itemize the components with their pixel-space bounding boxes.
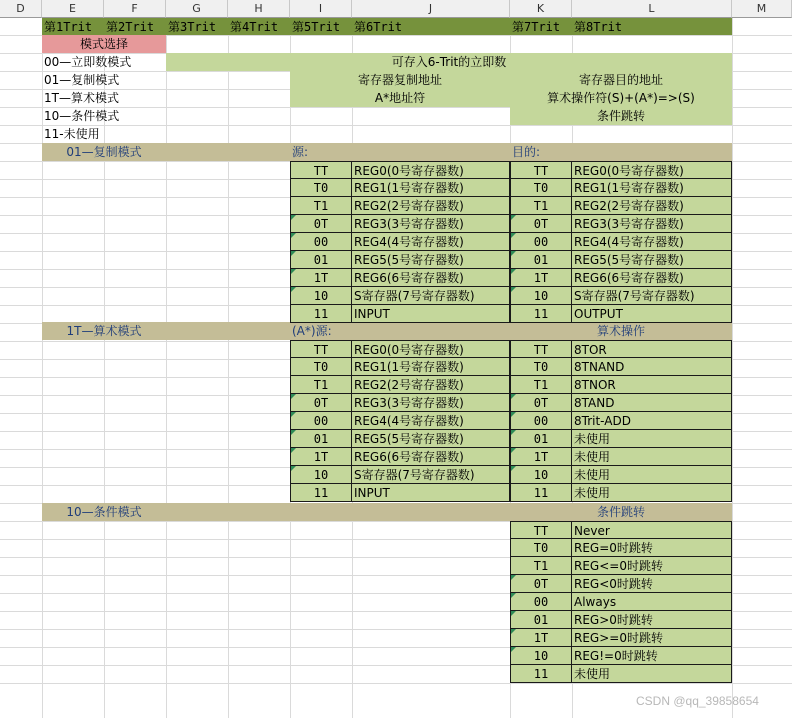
cond-desc-cell[interactable]: 条件跳转 <box>510 107 732 125</box>
copy-src-code-cell[interactable]: T1 <box>290 197 352 215</box>
copy-dst-label[interactable]: 目的: <box>512 145 541 159</box>
arith-op-value-cell[interactable]: 8TNAND <box>572 358 732 376</box>
watermark: CSDN @qq_39858654 <box>636 694 759 708</box>
arith-src-value-cell[interactable]: REG6(6号寄存器数) <box>352 448 510 466</box>
arith-src-code-cell[interactable]: 0T <box>290 394 352 412</box>
copy-src-value-cell[interactable]: REG3(3号寄存器数) <box>352 215 510 233</box>
arith-src-label[interactable]: (A*)源: <box>292 324 332 338</box>
arith-op-code-cell[interactable]: 01 <box>510 430 572 448</box>
copy-dst-code-cell[interactable]: T0 <box>510 179 572 197</box>
cond-op-code-cell[interactable]: T1 <box>510 557 572 575</box>
cond-op-code-cell[interactable]: TT <box>510 521 572 539</box>
copy-src-value-cell[interactable]: REG4(4号寄存器数) <box>352 233 510 251</box>
arith-src-code-cell[interactable]: 11 <box>290 484 352 502</box>
copy-src-value-cell[interactable]: REG2(2号寄存器数) <box>352 197 510 215</box>
copy-dst-code-cell[interactable]: 11 <box>510 305 572 323</box>
trit-header-8[interactable]: 第8Trit <box>574 20 623 34</box>
cond-op-code-cell[interactable]: 01 <box>510 611 572 629</box>
cond-op-code-cell[interactable]: T0 <box>510 539 572 557</box>
mode-row-copy[interactable]: 01—复制模式 <box>44 73 120 87</box>
column-header-d[interactable]: D <box>0 0 42 18</box>
copy-src-code-cell[interactable]: 0T <box>290 215 352 233</box>
trit-header-6[interactable]: 第6Trit <box>354 20 403 34</box>
column-header-i[interactable]: I <box>290 0 352 18</box>
copy-src-label[interactable]: 源: <box>292 145 309 159</box>
copy-dst-value-cell[interactable]: REG5(5号寄存器数) <box>572 251 732 269</box>
copy-dst-value-cell[interactable]: REG4(4号寄存器数) <box>572 233 732 251</box>
copy-src-code-cell[interactable]: T0 <box>290 179 352 197</box>
cond-op-value-cell[interactable]: REG>0时跳转 <box>572 611 732 629</box>
column-header-j[interactable]: J <box>352 0 510 18</box>
mode-row-unused[interactable]: 11-未使用 <box>44 127 100 141</box>
arith-op-code-cell[interactable]: 10 <box>510 466 572 484</box>
arith-op-code-cell[interactable]: T1 <box>510 376 572 394</box>
arith-src-value-cell[interactable]: REG2(2号寄存器数) <box>352 376 510 394</box>
trit-header-2[interactable]: 第2Trit <box>106 20 155 34</box>
arith-op-value-cell[interactable]: 未使用 <box>572 448 732 466</box>
arith-src-value-cell[interactable]: REG4(4号寄存器数) <box>352 412 510 430</box>
copy-dst-desc-cell[interactable]: 寄存器目的地址 <box>510 71 732 89</box>
copy-src-code-cell[interactable]: 1T <box>290 269 352 287</box>
cond-op-value-cell[interactable]: REG=0时跳转 <box>572 539 732 557</box>
arith-src-code-cell[interactable]: 01 <box>290 430 352 448</box>
arith-src-code-cell[interactable]: 1T <box>290 448 352 466</box>
arith-src-value-cell[interactable]: REG5(5号寄存器数) <box>352 430 510 448</box>
copy-dst-code-cell[interactable]: 10 <box>510 287 572 305</box>
arith-op-code-cell[interactable]: 1T <box>510 448 572 466</box>
cond-op-value-cell[interactable]: REG<=0时跳转 <box>572 557 732 575</box>
arith-src-value-cell[interactable]: REG3(3号寄存器数) <box>352 394 510 412</box>
arith-src-code-cell[interactable]: T0 <box>290 358 352 376</box>
arith-op-value-cell[interactable]: 8TNOR <box>572 376 732 394</box>
trit-header-7[interactable]: 第7Trit <box>512 20 561 34</box>
column-header-k[interactable]: K <box>510 0 572 18</box>
arith-op-desc-cell[interactable]: 算术操作符(S)+(A*)=>(S) <box>510 89 732 107</box>
copy-src-value-cell[interactable]: REG1(1号寄存器数) <box>352 179 510 197</box>
arith-src-value-cell[interactable]: S寄存器(7号寄存器数) <box>352 466 510 484</box>
arith-src-value-cell[interactable]: REG0(0号寄存器数) <box>352 340 510 358</box>
copy-src-code-cell[interactable]: 11 <box>290 305 352 323</box>
arith-src-desc-cell[interactable]: A*地址符 <box>290 89 510 107</box>
copy-dst-code-cell[interactable]: 00 <box>510 233 572 251</box>
mode-row-arith[interactable]: 1T—算术模式 <box>44 91 119 105</box>
cond-op-value-cell[interactable]: Never <box>572 521 732 539</box>
copy-dst-value-cell[interactable]: OUTPUT <box>572 305 732 323</box>
immediate-desc-cell[interactable]: 可存入6-Trit的立即数 <box>166 53 732 71</box>
arith-op-code-cell[interactable]: TT <box>510 340 572 358</box>
copy-src-value-cell[interactable]: REG5(5号寄存器数) <box>352 251 510 269</box>
copy-dst-code-cell[interactable]: 0T <box>510 215 572 233</box>
column-header-m[interactable]: M <box>732 0 792 18</box>
trit-header-1[interactable]: 第1Trit <box>44 20 93 34</box>
arith-op-label[interactable]: 算术操作 <box>596 324 645 338</box>
copy-src-value-cell[interactable]: REG6(6号寄存器数) <box>352 269 510 287</box>
cond-op-value-cell[interactable]: REG!=0时跳转 <box>572 647 732 665</box>
arith-src-code-cell[interactable]: 00 <box>290 412 352 430</box>
trit-header-4[interactable]: 第4Trit <box>230 20 279 34</box>
section-title-copy[interactable]: 01—复制模式 <box>66 145 142 159</box>
cond-op-code-cell[interactable]: 0T <box>510 575 572 593</box>
copy-dst-code-cell[interactable]: 01 <box>510 251 572 269</box>
cond-op-value-cell[interactable]: Always <box>572 593 732 611</box>
arith-src-code-cell[interactable]: T1 <box>290 376 352 394</box>
copy-dst-value-cell[interactable]: REG1(1号寄存器数) <box>572 179 732 197</box>
column-header-e[interactable]: E <box>42 0 104 18</box>
cond-op-code-cell[interactable]: 00 <box>510 593 572 611</box>
copy-dst-code-cell[interactable]: TT <box>510 161 572 179</box>
column-header-f[interactable]: F <box>104 0 166 18</box>
copy-src-code-cell[interactable]: 00 <box>290 233 352 251</box>
copy-src-code-cell[interactable]: 10 <box>290 287 352 305</box>
arith-op-code-cell[interactable]: 00 <box>510 412 572 430</box>
section-title-cond[interactable]: 10—条件模式 <box>66 505 142 519</box>
copy-src-desc-cell[interactable]: 寄存器复制地址 <box>290 71 510 89</box>
cond-op-value-cell[interactable]: REG<0时跳转 <box>572 575 732 593</box>
trit-header-5[interactable]: 第5Trit <box>292 20 341 34</box>
arith-op-code-cell[interactable]: 11 <box>510 484 572 502</box>
arith-op-value-cell[interactable]: 未使用 <box>572 430 732 448</box>
arith-src-code-cell[interactable]: 10 <box>290 466 352 484</box>
arith-op-code-cell[interactable]: 0T <box>510 394 572 412</box>
section-title-arith[interactable]: 1T—算术模式 <box>66 324 142 338</box>
arith-op-value-cell[interactable]: 未使用 <box>572 466 732 484</box>
cond-op-value-cell[interactable]: 未使用 <box>572 665 732 683</box>
copy-dst-code-cell[interactable]: 1T <box>510 269 572 287</box>
arith-op-value-cell[interactable]: 未使用 <box>572 484 732 502</box>
cond-op-label[interactable]: 条件跳转 <box>596 505 645 519</box>
arith-src-value-cell[interactable]: REG1(1号寄存器数) <box>352 358 510 376</box>
copy-src-value-cell[interactable]: S寄存器(7号寄存器数) <box>352 287 510 305</box>
copy-dst-value-cell[interactable]: REG0(0号寄存器数) <box>572 161 732 179</box>
copy-src-value-cell[interactable]: REG0(0号寄存器数) <box>352 161 510 179</box>
copy-dst-code-cell[interactable]: T1 <box>510 197 572 215</box>
mode-row-cond[interactable]: 10—条件模式 <box>44 109 120 123</box>
column-header-h[interactable]: H <box>228 0 290 18</box>
cond-op-code-cell[interactable]: 11 <box>510 665 572 683</box>
column-header-l[interactable]: L <box>572 0 732 18</box>
arith-op-value-cell[interactable]: 8TOR <box>572 340 732 358</box>
cond-op-code-cell[interactable]: 10 <box>510 647 572 665</box>
copy-dst-value-cell[interactable]: REG3(3号寄存器数) <box>572 215 732 233</box>
cond-op-code-cell[interactable]: 1T <box>510 629 572 647</box>
cond-op-value-cell[interactable]: REG>=0时跳转 <box>572 629 732 647</box>
copy-src-code-cell[interactable]: TT <box>290 161 352 179</box>
mode-row-immediate[interactable]: 00—立即数模式 <box>44 55 132 69</box>
copy-dst-value-cell[interactable]: REG6(6号寄存器数) <box>572 269 732 287</box>
copy-dst-value-cell[interactable]: REG2(2号寄存器数) <box>572 197 732 215</box>
arith-src-value-cell[interactable]: INPUT <box>352 484 510 502</box>
mode-select-cell[interactable]: 模式选择 <box>42 35 166 53</box>
arith-src-code-cell[interactable]: TT <box>290 340 352 358</box>
arith-op-value-cell[interactable]: 8TAND <box>572 394 732 412</box>
copy-src-value-cell[interactable]: INPUT <box>352 305 510 323</box>
copy-src-code-cell[interactable]: 01 <box>290 251 352 269</box>
arith-op-value-cell[interactable]: 8Trit-ADD <box>572 412 732 430</box>
arith-op-code-cell[interactable]: T0 <box>510 358 572 376</box>
column-header-g[interactable]: G <box>166 0 228 18</box>
trit-header-3[interactable]: 第3Trit <box>168 20 217 34</box>
copy-dst-value-cell[interactable]: S寄存器(7号寄存器数) <box>572 287 732 305</box>
